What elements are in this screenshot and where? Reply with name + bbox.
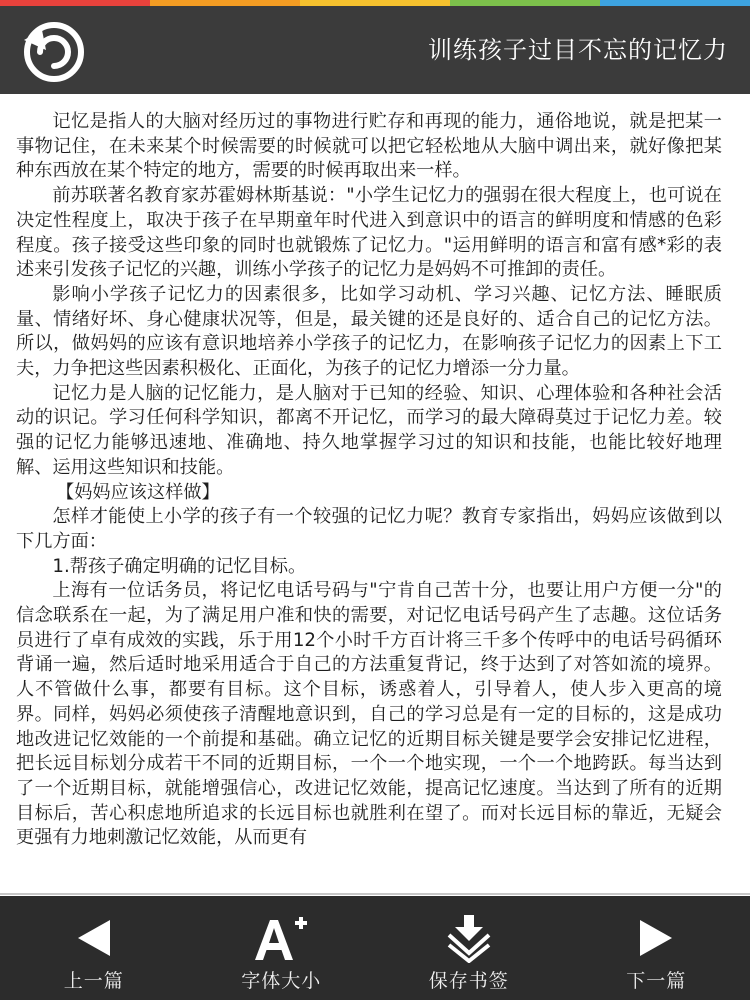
article-paragraph: 前苏联著名教育家苏霍姆林斯基说："小学生记忆力的强弱在很大程度上，也可说在决定性程度上，取决于孩子在早期童年时代进入到意识中的语言的鲜明度和情感的色彩程度。孩子接受这些印象的同时也就锻炼了记忆力。"运用鲜明的语言和富有感*彩的表述来引发孩子记忆的兴趣，训练小学孩子的记忆力是妈妈不可推卸的责任。 bbox=[16, 185, 722, 281]
back-button[interactable] bbox=[18, 16, 90, 84]
toolbar-divider bbox=[0, 893, 750, 895]
article-content[interactable] bbox=[0, 94, 750, 858]
prev-article-button[interactable] bbox=[0, 896, 188, 1000]
article-paragraph: 怎样才能使上小学的孩子有一个较强的记忆力呢？教育专家指出，妈妈应该做到以下几方面： bbox=[16, 506, 722, 552]
left-triangle-icon bbox=[74, 917, 114, 959]
article-paragraph: 上海有一位话务员，将记忆电话号码与"宁肯自己苦十分，也要让用户方便一分"的信念联系在一起，为了满足用户准和快的需要，对记忆电话号码产生了志趣。这位话务员进行了卓有成效的实践，乐于用12个小时千方百计将三千多个传呼中的电话号码循环背诵一遍，然后适时地采用适合于自己的方法重复背记，终于达到了对答如流的境界。人不管做什么事，都要有目标。这个目标，诱惑着人，引导着人，使人步入更高的境界。同样，妈妈必须使孩子清醒地意识到，自己的学习总是有一定的目标的，这是成功地改进记忆效能的一个前提和基础。确立记忆的近期目标关键是要学会安排记忆进程，把长远目标划分成若干不同的近期目标，一个一个地实现，一个一个地跨跃。每当达到了一个近期目标，就能增强信心，改进记忆效能，提高记忆速度。当达到了所有的近期目标后，苦心积虑地所追求的长远目标也就胜利在望了。而对长远目标的靠近，无疑会更强有力地刺激记忆效能，从而更有 bbox=[16, 580, 722, 849]
article-paragraph: 记忆力是人脑的记忆能力，是人脑对于已知的经验、知识、心理体验和各种社会活动的识记。学习任何科学知识，都离不开记忆，而学习的最大障碍莫过于记忆力差。较强的记忆力能够迅速地、准确地、持久地掌握学习过的知识和技能，也能比较好地理解、运用这些知识和技能。 bbox=[16, 382, 722, 478]
font-size-label: 字体大小 bbox=[241, 970, 322, 992]
header-bar bbox=[0, 6, 750, 94]
article-paragraph: 1.帮孩子确定明确的记忆目标。 bbox=[52, 555, 307, 577]
save-bookmark-button[interactable] bbox=[375, 896, 563, 1000]
right-triangle-icon bbox=[636, 917, 676, 959]
prev-article-label: 上一篇 bbox=[63, 970, 124, 992]
font-size-icon bbox=[251, 912, 311, 964]
section-heading: 【妈妈应该这样做】 bbox=[56, 481, 220, 503]
bottom-toolbar bbox=[0, 896, 750, 1000]
next-article-button[interactable] bbox=[563, 896, 750, 1000]
page-title: 训练孩子过目不忘的记忆力 bbox=[428, 36, 728, 64]
next-article-label: 下一篇 bbox=[626, 970, 687, 992]
save-bookmark-label: 保存书签 bbox=[428, 970, 509, 992]
bookmark-download-icon bbox=[443, 913, 495, 963]
font-size-button[interactable] bbox=[188, 896, 376, 1000]
article-paragraph: 记忆是指人的大脑对经历过的事物进行贮存和再现的能力，通俗地说，就是把某一事物记住，在未来某个时候需要的时候就可以把它轻松地从大脑中调出来，就好像把某种东西放在某个特定的地方，需要的时候再取出来一样。 bbox=[16, 111, 722, 182]
article-paragraph: 影响小学孩子记忆力的因素很多，比如学习动机、学习兴趣、记忆方法、睡眠质量、情绪好坏、身心健康状况等，但是，最关键的还是良好的、适合自己的记忆方法。所以，做妈妈的应该有意识地培养小学孩子的记忆力，在影响孩子记忆力的因素上下工夫，力争把这些因素积极化、正面化，为孩子的记忆力增添一分力量。 bbox=[16, 283, 722, 380]
back-arrow-icon bbox=[18, 16, 90, 84]
